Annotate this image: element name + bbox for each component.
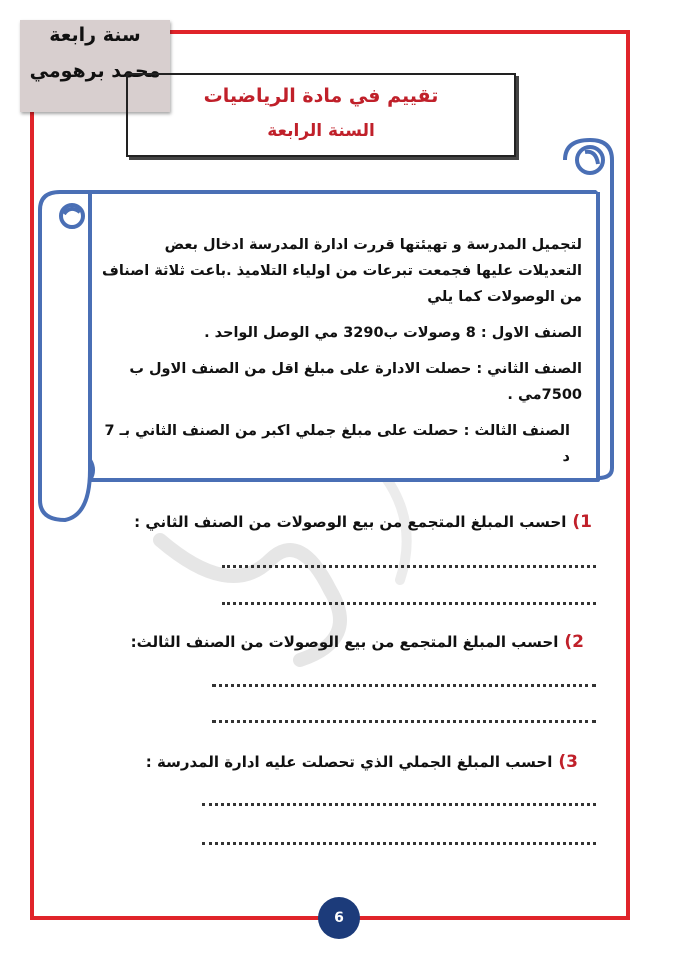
- question-3: [146, 752, 578, 772]
- question-1-text: احسب المبلغ المتجمع من بيع الوصولات من الصنف الثاني :: [134, 513, 567, 531]
- question-3-number: 3): [558, 752, 578, 772]
- problem-intro: لتجميل المدرسة و تهيئتها قررت ادارة المدرسة ادخال بعض التعديلات عليها فجمعت تبرعات من اولياء التلاميذ .باعت ثلاثة اصناف من الوصولات كما يلي: [102, 237, 582, 305]
- question-1: [134, 512, 592, 532]
- stamp-level: سنة رابعة: [49, 24, 141, 46]
- problem-class-1: الصنف الاول : 8 وصولات ب3290 مي الوصل الواحد .: [204, 325, 582, 341]
- question-2-text: احسب المبلغ المتجمع من بيع الوصولات من الصنف الثالث:: [130, 633, 559, 651]
- answer-line-1a[interactable]: [222, 565, 596, 568]
- page-subtitle: السنة الرابعة: [267, 121, 375, 141]
- answer-line-2b[interactable]: [212, 720, 596, 723]
- problem-statement: [96, 232, 582, 480]
- problem-class-3: الصنف الثالث : حصلت على مبلغ جملي اكبر من الصنف الثاني بـ 7 د: [104, 423, 570, 465]
- stamp-author: محمد برهومي: [29, 60, 161, 82]
- problem-class-2: الصنف الثاني : حصلت الادارة على مبلغ اقل من الصنف الاول ب 7500مي .: [129, 361, 582, 403]
- answer-line-3a[interactable]: [202, 803, 596, 806]
- page-number: 6: [318, 897, 360, 939]
- answer-line-2a[interactable]: [212, 684, 596, 687]
- page-title: تقييم في مادة الرياضيات: [203, 85, 439, 107]
- question-2: [131, 632, 584, 652]
- answer-line-3b[interactable]: [202, 842, 596, 845]
- question-2-number: 2): [564, 632, 584, 652]
- question-1-number: 1): [572, 512, 592, 532]
- question-3-text: احسب المبلغ الجملي الذي تحصلت عليه ادارة المدرسة :: [145, 753, 553, 771]
- answer-line-1b[interactable]: [222, 602, 596, 605]
